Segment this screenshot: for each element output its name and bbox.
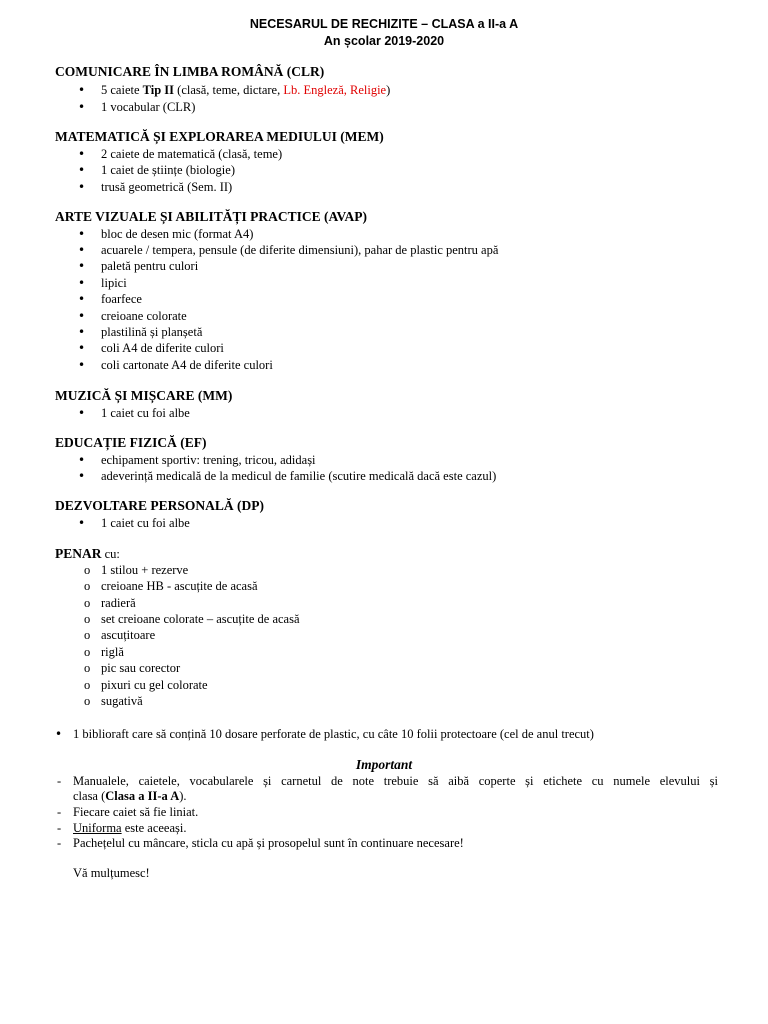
- bullet-marker: •: [78, 358, 86, 372]
- list-item: 1 caiet cu foi albe: [101, 406, 190, 420]
- list-item: 1 stilou + rezerve: [101, 563, 189, 577]
- list-item: ascuțitoare: [101, 628, 156, 642]
- bullet-marker: •: [78, 259, 86, 273]
- section-heading-ef: EDUCAȚIE FIZICĂ (EF): [55, 435, 207, 450]
- bullet-marker: •: [78, 309, 86, 323]
- list-item: bloc de desen mic (format A4): [101, 227, 254, 241]
- bullet-marker: •: [78, 292, 86, 306]
- bullet-marker: •: [78, 180, 86, 194]
- list-item: riglă: [101, 645, 124, 659]
- sub-bullet-marker: o: [84, 678, 91, 692]
- list-item: creioane HB - ascuțite de acasă: [101, 579, 258, 593]
- list-item: pic sau corector: [101, 661, 181, 675]
- section-heading-avap: ARTE VIZUALE ȘI ABILITĂȚI PRACTICE (AVAP): [55, 209, 367, 224]
- sub-bullet-marker: o: [84, 694, 91, 708]
- bullet-marker: •: [78, 276, 86, 290]
- bullet-marker: •: [55, 727, 63, 741]
- bullet-marker: •: [78, 341, 86, 355]
- bullet-marker: •: [78, 453, 86, 467]
- list-item: 1 caiet cu foi albe: [101, 516, 190, 530]
- section-heading-mem: MATEMATICĂ ȘI EXPLORAREA MEDIULUI (MEM): [55, 129, 384, 144]
- list-item: acuarele / tempera, pensule (de diferite dimensiuni), pahar de plastic pentru apă: [101, 243, 499, 257]
- list-item: paletă pentru culori: [101, 259, 199, 273]
- list-item: 2 caiete de matematică (clasă, teme): [101, 147, 283, 161]
- bullet-marker: •: [78, 163, 86, 177]
- note-uniform: Uniforma este aceeași.: [73, 821, 187, 835]
- sub-bullet-marker: o: [84, 661, 91, 675]
- document-title: NECESARUL DE RECHIZITE – CLASA a II-a A: [249, 17, 519, 31]
- red-text: Lb. Engleză, Religie: [283, 83, 387, 97]
- list-item: lipici: [101, 276, 127, 290]
- biblioraft-item: 1 biblioraft care să conțină 10 dosare perforate de plastic, cu câte 10 folii protectoare (cel de anul trecut): [73, 727, 594, 741]
- note-covers: Manualele, caietele, vocabularele și carnetul de note trebuie să aibă coperte și etichete cu numele elevului și: [73, 774, 718, 788]
- sub-bullet-marker: o: [84, 596, 91, 610]
- list-item: plastilină și planșetă: [101, 325, 203, 339]
- list-item: radieră: [101, 596, 136, 610]
- dash-marker: -: [57, 805, 62, 819]
- list-item: coli A4 de diferite culori: [101, 341, 224, 355]
- school-year: An școlar 2019-2020: [323, 34, 445, 48]
- sub-bullet-marker: o: [84, 628, 91, 642]
- list-item: 5 caiete Tip II (clasă, teme, dictare, Lb. Engleză, Religie): [101, 83, 391, 97]
- bullet-marker: •: [78, 227, 86, 241]
- bullet-marker: •: [78, 243, 86, 257]
- section-heading-penar: PENAR cu:: [55, 546, 120, 561]
- list-item: coli cartonate A4 de diferite culori: [101, 358, 273, 372]
- section-heading-mm: MUZICĂ ȘI MIȘCARE (MM): [55, 388, 233, 403]
- note-lined-notebook: Fiecare caiet să fie liniat.: [73, 805, 199, 819]
- sub-bullet-marker: o: [84, 645, 91, 659]
- list-item: echipament sportiv: trening, tricou, adidași: [101, 453, 316, 467]
- bullet-marker: •: [78, 100, 86, 114]
- list-item: foarfece: [101, 292, 142, 306]
- section-heading-dp: DEZVOLTARE PERSONALĂ (DP): [55, 498, 265, 513]
- sub-bullet-marker: o: [84, 612, 91, 626]
- list-item: 1 caiet de științe (biologie): [101, 163, 235, 177]
- bullet-marker: •: [78, 469, 86, 483]
- list-item: pixuri cu gel colorate: [101, 678, 208, 692]
- list-item: sugativă: [101, 694, 143, 708]
- list-item: trusă geometrică (Sem. II): [101, 180, 233, 194]
- bullet-marker: •: [78, 83, 86, 97]
- note-lunch: Pachețelul cu mâncare, sticla cu apă și prosopelul sunt în continuare necesare!: [73, 836, 464, 850]
- closing-thanks: Vă mulțumesc!: [73, 866, 150, 880]
- section-heading-clr: COMUNICARE ÎN LIMBA ROMÂNĂ (CLR): [55, 64, 325, 79]
- list-item: creioane colorate: [101, 309, 187, 323]
- note-covers-continued: clasa (Clasa a II-a A).: [73, 789, 187, 803]
- dash-marker: -: [57, 821, 62, 835]
- sub-bullet-marker: o: [84, 579, 91, 593]
- dash-marker: -: [57, 836, 62, 850]
- important-heading: Important: [355, 757, 413, 772]
- sub-bullet-marker: o: [84, 563, 91, 577]
- bullet-marker: •: [78, 325, 86, 339]
- bullet-marker: •: [78, 516, 86, 530]
- list-item: adeverință medicală de la medicul de familie (scutire medicală dacă este cazul): [101, 469, 497, 483]
- bullet-marker: •: [78, 406, 86, 420]
- list-item: 1 vocabular (CLR): [101, 100, 196, 114]
- list-item: set creioane colorate – ascuțite de acasă: [101, 612, 300, 626]
- dash-marker: -: [57, 774, 62, 788]
- bullet-marker: •: [78, 147, 86, 161]
